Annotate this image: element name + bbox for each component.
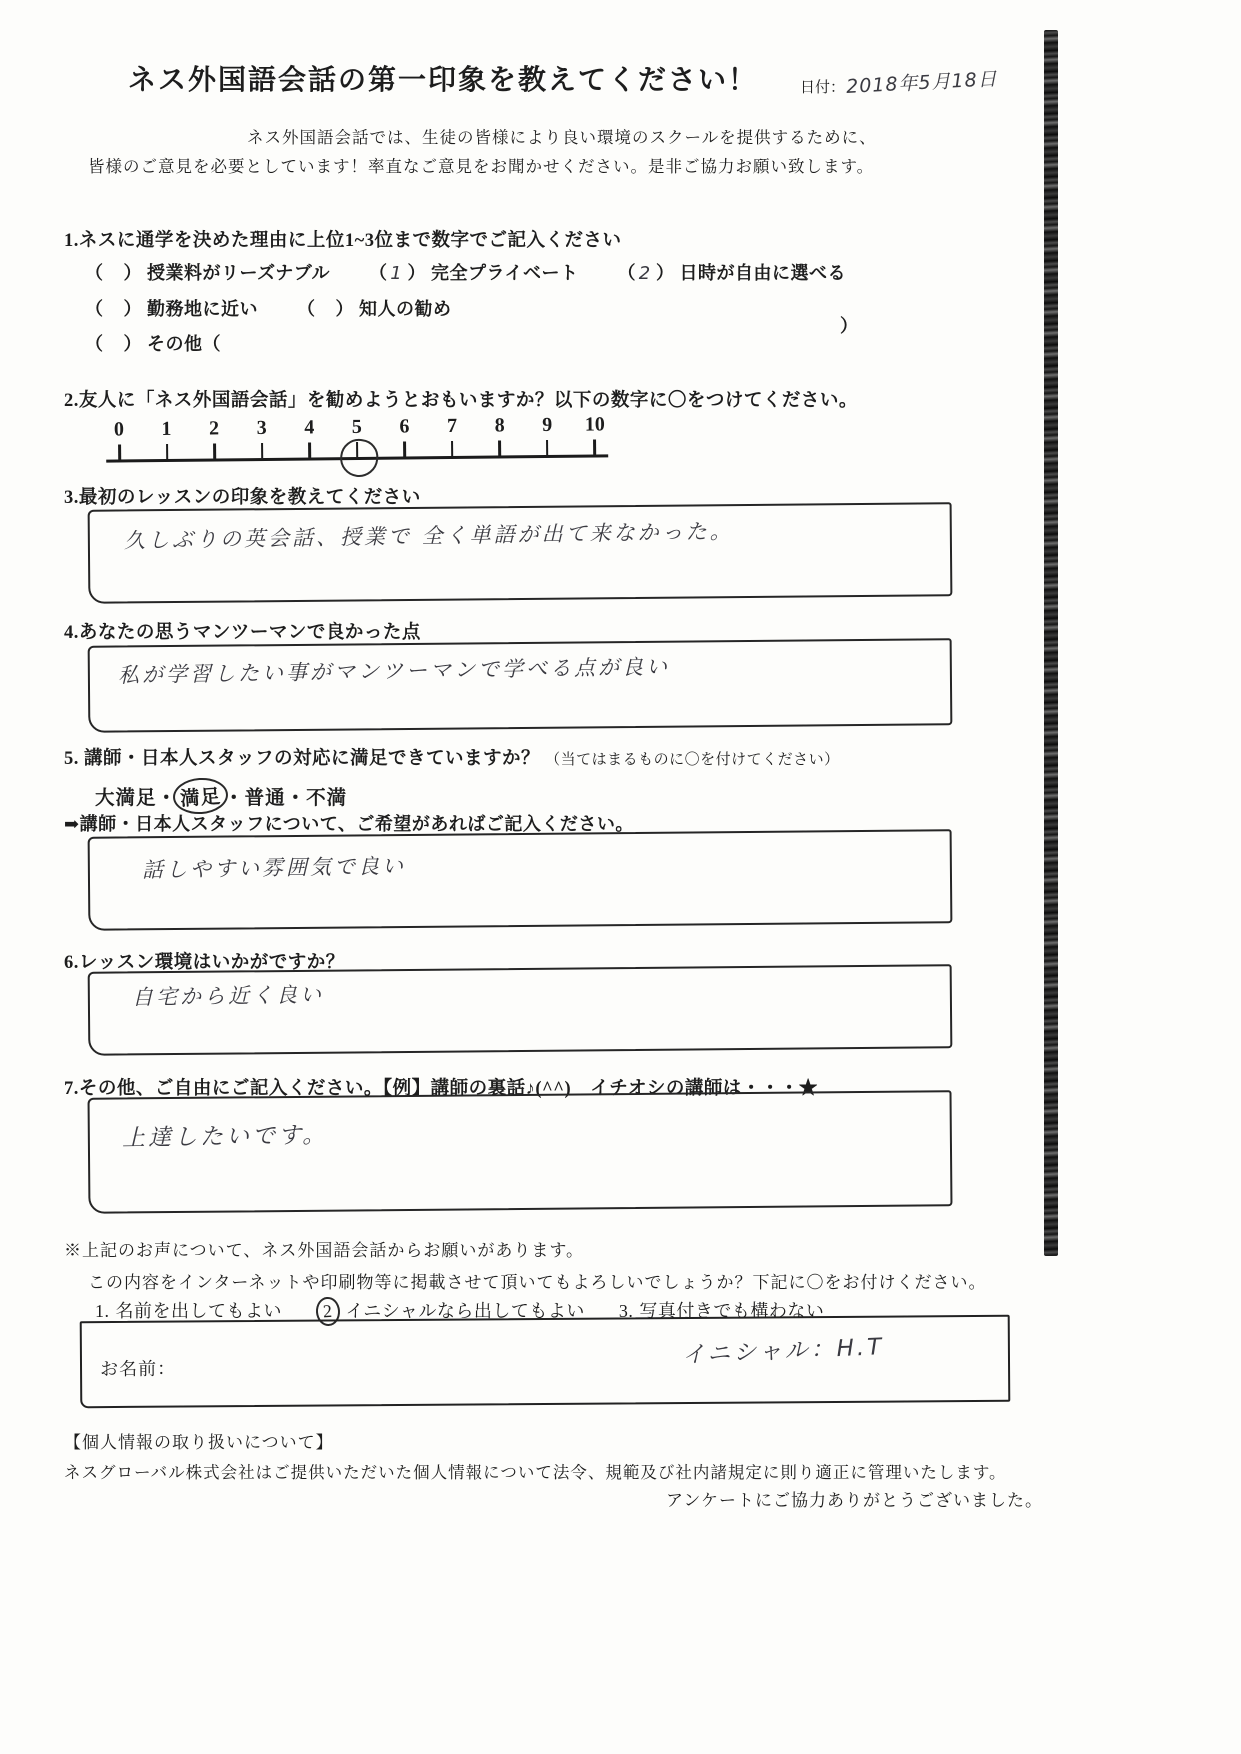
q5-followup: ➡講師・日本人スタッフについて、ご希望があればご記入ください。: [64, 814, 634, 834]
scale-tick: [546, 440, 549, 455]
publish-question: この内容をインターネットや印刷物等に掲載させて頂いてもよろしいでしょうか？下記に〇をお付けください。: [88, 1273, 987, 1292]
scale-number: 8: [494, 414, 505, 437]
initial-label: イニシャル：: [681, 1336, 838, 1369]
recommend-scale: [106, 413, 608, 462]
dot-separator: ・: [156, 788, 178, 809]
scale-number: 0: [113, 418, 125, 441]
dot-separator: ・: [285, 788, 307, 809]
date-value-handwritten: 2018年5月18日: [845, 68, 999, 98]
paren-close: ）: [407, 263, 427, 283]
intro-line-1: ネス外国語会話では、生徒の皆様により良い環境のスクールを提供するために、: [247, 128, 877, 147]
q5-option-manzoku-circled: 満足: [172, 776, 229, 816]
scale-tick: [213, 443, 216, 458]
paren-open: （: [85, 299, 104, 319]
q1-options-row-2: [85, 295, 486, 321]
initial-entry-handwritten: [681, 1328, 884, 1369]
publish-option-2-num-circled: 2: [315, 1296, 340, 1327]
q1-option-workplace: [85, 299, 258, 319]
paren-close: ）: [123, 299, 142, 319]
q1-label-workplace: 勤務地に近い: [147, 299, 258, 319]
q1-option-schedule: [618, 263, 847, 283]
scale-number: 2: [208, 417, 220, 440]
scale-number: 10: [584, 413, 605, 436]
name-box: [80, 1315, 1011, 1408]
q3-answer-handwritten: 久しぶりの英会話、授業で 全く単語が出て来なかった。: [123, 519, 734, 553]
publish-option-1-num: 1.: [95, 1301, 110, 1321]
initial-value: H.T: [836, 1334, 885, 1363]
scale-tick: [403, 441, 406, 456]
q4-title: 4.あなたの思うマンツーマンで良かった点: [64, 623, 421, 643]
q5-option-fuman: 不満: [306, 788, 348, 809]
scale-tick: [498, 440, 501, 455]
name-label: お名前：: [99, 1358, 177, 1380]
q1-rank-schedule: 2: [638, 263, 654, 284]
publish-option-3-num: 3.: [618, 1301, 634, 1321]
q5-option-futsuu: 普通: [244, 788, 286, 809]
q2-title: 2.友人に「ネス外国語会話」を勧めようとおもいますか？以下の数字に〇をつけてください。: [64, 391, 858, 411]
privacy-heading: 【個人情報の取り扱いについて】: [64, 1433, 334, 1452]
page-title: ネス外国語会話の第一印象を教えてください！: [128, 65, 759, 96]
publish-option-3-label: 写真付きでも構わない: [639, 1301, 825, 1321]
intro-line-2: 皆様のご意見を必要としています！率直なご意見をお聞かせください。是非ご協力お願い致します。: [88, 157, 875, 176]
q4-answer-handwritten: 私が学習したい事がマンツーマンで学べる点が良い: [117, 654, 671, 688]
q1-other-close-paren: ）: [840, 316, 859, 336]
q1-option-referral: [297, 299, 452, 319]
scale-tick: [451, 441, 454, 456]
paren-open: （: [297, 299, 316, 319]
q7-title: 7.その他、ご自由にご記入ください。【例】講師の裏話♪(^^) イチオシの講師は・・・★: [64, 1079, 818, 1099]
scan-binding-strip: [1044, 30, 1058, 1256]
q1-label-tuition: 授業料がリーズナブル: [147, 263, 331, 283]
request-note: ※上記のお声について、ネス外国語会話からお願いがあります。: [64, 1241, 584, 1260]
q5-title-note: （当てはまるものに〇を付けてください）: [545, 752, 840, 768]
q1-option-private: [369, 263, 578, 283]
q6-title: 6.レッスン環境はいかがですか？: [64, 953, 345, 973]
q5-answer-handwritten: 話しやすい雰囲気で良い: [141, 853, 407, 883]
q1-label-schedule: 日時が自由に選べる: [679, 263, 846, 283]
q7-answer-handwritten: 上達したいです。: [121, 1122, 329, 1152]
q1-label-private: 完全プライベート: [431, 263, 579, 283]
q1-option-tuition: [85, 263, 330, 283]
paren-close: ）: [123, 334, 142, 354]
publish-option-2-label: イニシャルなら出してもよい: [345, 1301, 585, 1321]
scale-tick: [118, 444, 121, 459]
q1-title: 1.ネスに通学を決めた理由に上位1~3位まで数字でご記入ください: [64, 231, 622, 251]
thanks-text: アンケートにご協力ありがとうございました。: [666, 1491, 1043, 1510]
publish-option-1-label: 名前を出してもよい: [115, 1301, 282, 1321]
q7-answer-box: [88, 1090, 953, 1214]
q1-label-other: その他（: [147, 334, 221, 354]
scale-tick: [308, 442, 311, 457]
scale-tick: [166, 444, 169, 459]
date-label: 日付：: [800, 80, 846, 96]
paren-open: （: [369, 263, 388, 283]
q6-answer-handwritten: 自宅から近く良い: [131, 982, 325, 1010]
privacy-text: ネスグローバル株式会社はご提供いただいた個人情報について法令、規範及び社内諸規定に則り適正に管理いたします。: [64, 1463, 1007, 1482]
scale-number: 3: [256, 416, 267, 440]
scale-number: 1: [161, 417, 172, 441]
scale-number: 5: [351, 415, 362, 439]
q5-title: [64, 744, 840, 770]
q1-options-row-3: [85, 330, 255, 356]
scale-number: 4: [304, 416, 315, 439]
q1-rank-private: 1: [390, 263, 405, 284]
scale-tick: [593, 439, 596, 454]
q3-title: 3.最初のレッスンの印象を教えてください: [64, 488, 421, 508]
dot-separator: ・: [224, 788, 245, 809]
scale-tick: [261, 443, 264, 458]
q1-option-other: [85, 334, 221, 354]
paren-open: （: [617, 263, 636, 283]
scale-number: 9: [542, 413, 553, 437]
scale-number: 7: [446, 414, 458, 438]
paren-close: ）: [123, 263, 142, 283]
scale-numbers: [106, 413, 608, 441]
q5-title-text: 5. 講師・日本人スタッフの対応に満足できていますか？: [64, 749, 541, 769]
q5-satisfaction-options: [95, 780, 347, 812]
q5-option-daimanzoku: 大満足: [95, 788, 157, 809]
q1-options-row-1: [85, 259, 880, 285]
q1-label-referral: 知人の勧め: [359, 299, 452, 319]
paren-open: （: [85, 263, 104, 283]
paren-close: ）: [335, 299, 354, 319]
scale-number: 6: [399, 415, 410, 438]
paren-close: ）: [656, 263, 675, 283]
paren-open: （: [85, 334, 104, 354]
